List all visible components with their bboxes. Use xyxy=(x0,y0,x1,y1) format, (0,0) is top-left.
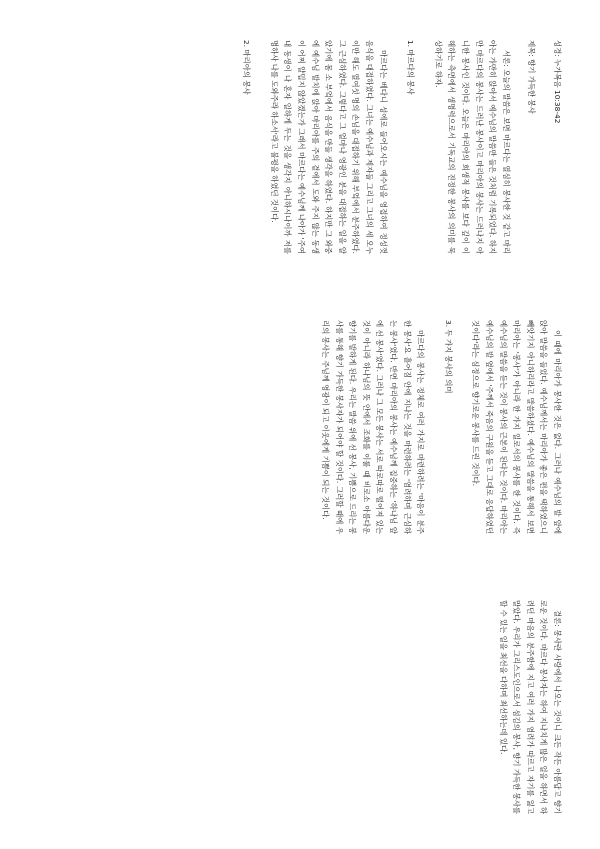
column-3 xyxy=(496,600,564,814)
section-1-heading: 1. 마르다의 봉사 xyxy=(406,40,416,95)
scripture-reference: 성경: 누가복음 10:38-42 xyxy=(553,40,562,124)
section-2-body: 이 때에 마리아가 봉사한 것은 없다. 그러나 예수님의 발 앞에 앉아 말씀을 들었다. 예수님께서는 마리아가 좋은 편을 택하였으니 빼앗기지 아니하리라고 말씀하셨다. 예수님의 말씀을 통해서 보면 마리아는 '봉사'가 아니라 한 가지 일로서의 봉사를 한 것이다. 즉 예수님의 말씀을 듣는 것이 봉사의 근본이 된다는 것이다. 마리아는 예수님의 발 옆에서 '주께서 죽음의 구원을 듣고 그대로 응답하였던 것이다'라는 심정으로 향기로운 봉사를 드린 것이다. xyxy=(471,320,562,534)
conclusion-paragraph: 결론: 봉사란 사랑에서 나오는 것이니 크든 작든 아름답고 향기로운 것이다. 마르다 봉사자는 하여 지나치게 많은 일을 하면서 하려던 마음의 분주함에 지고 여러 가지 염려가 따르고 자기를 잃고 말았다. 우리가 그리스도인으로서 섬김의 봉사, 향기 가득한 봉사를 할 수 있는 일을 최선을 다하며 최선하는데 있다. xyxy=(498,600,562,814)
column-2 xyxy=(319,320,565,534)
section-2-heading: 2. 마리아의 봉사 xyxy=(242,40,252,95)
sermon-title: 제목: 향기 가득한 봉사 xyxy=(527,40,537,114)
section-3-body: 마르다의 봉사는 정체로 여러 가지로 마련하려는 '마음이 분주한 봉사'요 흩어짐 안에 지나는 것을 마련하려는 '염려하며 근심하는 봉사'였다. 반면 마리아의 봉사는 예수님께 집중하는 '하나님 앞에 선 봉사'였다. 그러나 그 모든 봉사는 서로 따로따로 떨어져 있는 것이 아니라 하나님의 뜻 안에서 조화를 이룰 때 비로소 아름다운 향기를 발하게 된다. 우리는 말씀 위에 선 봉사, 기쁨으로 드리는 봉사를 통해 향기 가득한 봉사자가 되어야 할 것이다. 그러할 때에 우리의 봉사는 주님께 영광이 되고 이웃에게 기쁨이 되는 것이다. xyxy=(321,320,426,534)
section-3-heading: 3. 두 가지 봉사의 의미 xyxy=(443,320,453,394)
column-1 xyxy=(240,40,564,254)
intro-paragraph: 서론: 오늘의 말씀은 보면 마르다는 열심히 봉사한 것 같고 마리아는 가만히 앉아서 예수님의 말씀만 들은 것처럼 기록되었다. 하지만 마르다의 봉사는 드러난 봉사이고 마리아의 봉사는 드러나지 아니한 봉사인 것이다. 오늘은 마리아의 희생적 봉사를 보다 깊이 이해하는 측면에서 생명력으로서 기독교의 진정한 봉사의 의미를 묵상하기로 하자. xyxy=(433,40,511,254)
section-1-body: 마르다는 베다니 성에로 들어오시는 예수님을 영접하여 정성껏 음식을 대접하였다. 그녀는 예수님과 제자들 그리고 그녀의 세 오누이만 해도 열여섯 명의 손님을 대접하기 위해 부엌에서 분주하였다. 그 근심하였다. 그렇다고 그 얼마나 영광인 분을 대접하는 일을 알았기에 몸 소 부엌에서 음식을 만들 생각을 하였다. 하지만 그 와중에 예수님 발치에 앉아 마리아를 주의 곁에서 도와 주지 않는 동생이 어찌 얄밉지 않았겠는가 그래서 마르다는 예수님께 나아가 '주여 내 동생이 나 혼자 일하게 두는 것을 생각지 아니하시나이까 저를 명하사 나를 도와주라 하소서'라고 불평을 하였던 것이다. xyxy=(269,40,388,254)
